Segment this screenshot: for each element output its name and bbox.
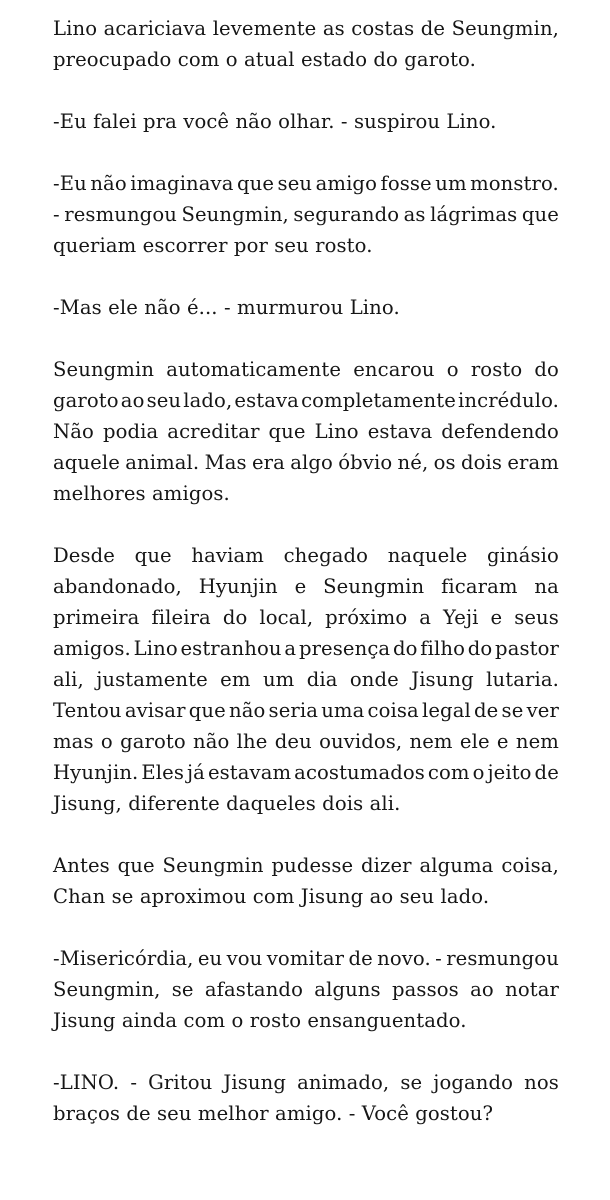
text-line: Jisung ainda com o rosto ensanguentado. [53, 1009, 467, 1032]
text-line: -LINO. - Gritou Jisung animado, se jogando nos [53, 1071, 559, 1094]
text-line: Seungmin automaticamente encarou o rosto do [53, 358, 559, 381]
text-line: abandonado, Hyunjin e Seungmin ficaram na [53, 575, 559, 598]
paragraph [53, 106, 559, 137]
text-line: -Eu falei pra você não olhar. - suspirou Lino. [53, 110, 497, 133]
paragraph [53, 943, 559, 1036]
text-line: mas o garoto não lhe deu ouvidos, nem ele e nem [53, 730, 559, 753]
paragraph [53, 1067, 559, 1129]
text-line: garoto ao seu lado, estava completamente incrédulo. [53, 389, 559, 412]
text-line: melhores amigos. [53, 482, 230, 505]
paragraph [53, 292, 559, 323]
paragraph [53, 540, 559, 819]
text-line: Jisung, diferente daqueles dois ali. [53, 792, 401, 815]
text-line: Desde que haviam chegado naquele ginásio [53, 544, 559, 567]
text-line: amigos. Lino estranhou a presença do filho do pastor [53, 637, 559, 660]
text-line: ali, justamente em um dia onde Jisung lutaria. [53, 668, 559, 691]
text-line: - resmungou Seungmin, segurando as lágrimas que [53, 203, 559, 226]
text-line: Lino acariciava levemente as costas de Seungmin, [53, 17, 559, 40]
paragraph [53, 13, 559, 75]
text-line: queriam escorrer por seu rosto. [53, 234, 373, 257]
paragraph [53, 354, 559, 509]
text-line: Hyunjin. Eles já estavam acostumados com o jeito de [53, 761, 559, 784]
text-line: primeira fileira do local, próximo a Yeji e seus [53, 606, 559, 629]
text-line: -Mas ele não é... - murmurou Lino. [53, 296, 400, 319]
story-text [53, 13, 559, 1129]
text-line: aquele animal. Mas era algo óbvio né, os dois eram [53, 451, 559, 474]
text-line: Tentou avisar que não seria uma coisa legal de se ver [53, 699, 559, 722]
text-line: Antes que Seungmin pudesse dizer alguma coisa, [53, 854, 559, 877]
text-line: braços de seu melhor amigo. - Você gostou? [53, 1102, 494, 1125]
text-line: -Misericórdia, eu vou vomitar de novo. - resmungou [53, 947, 559, 970]
text-line: preocupado com o atual estado do garoto. [53, 48, 476, 71]
text-line: -Eu não imaginava que seu amigo fosse um monstro. [53, 172, 559, 195]
text-line: Chan se aproximou com Jisung ao seu lado. [53, 885, 490, 908]
paragraph [53, 850, 559, 912]
paragraph [53, 168, 559, 261]
text-line: Não podia acreditar que Lino estava defendendo [53, 420, 559, 443]
text-line: Seungmin, se afastando alguns passos ao notar [53, 978, 559, 1001]
